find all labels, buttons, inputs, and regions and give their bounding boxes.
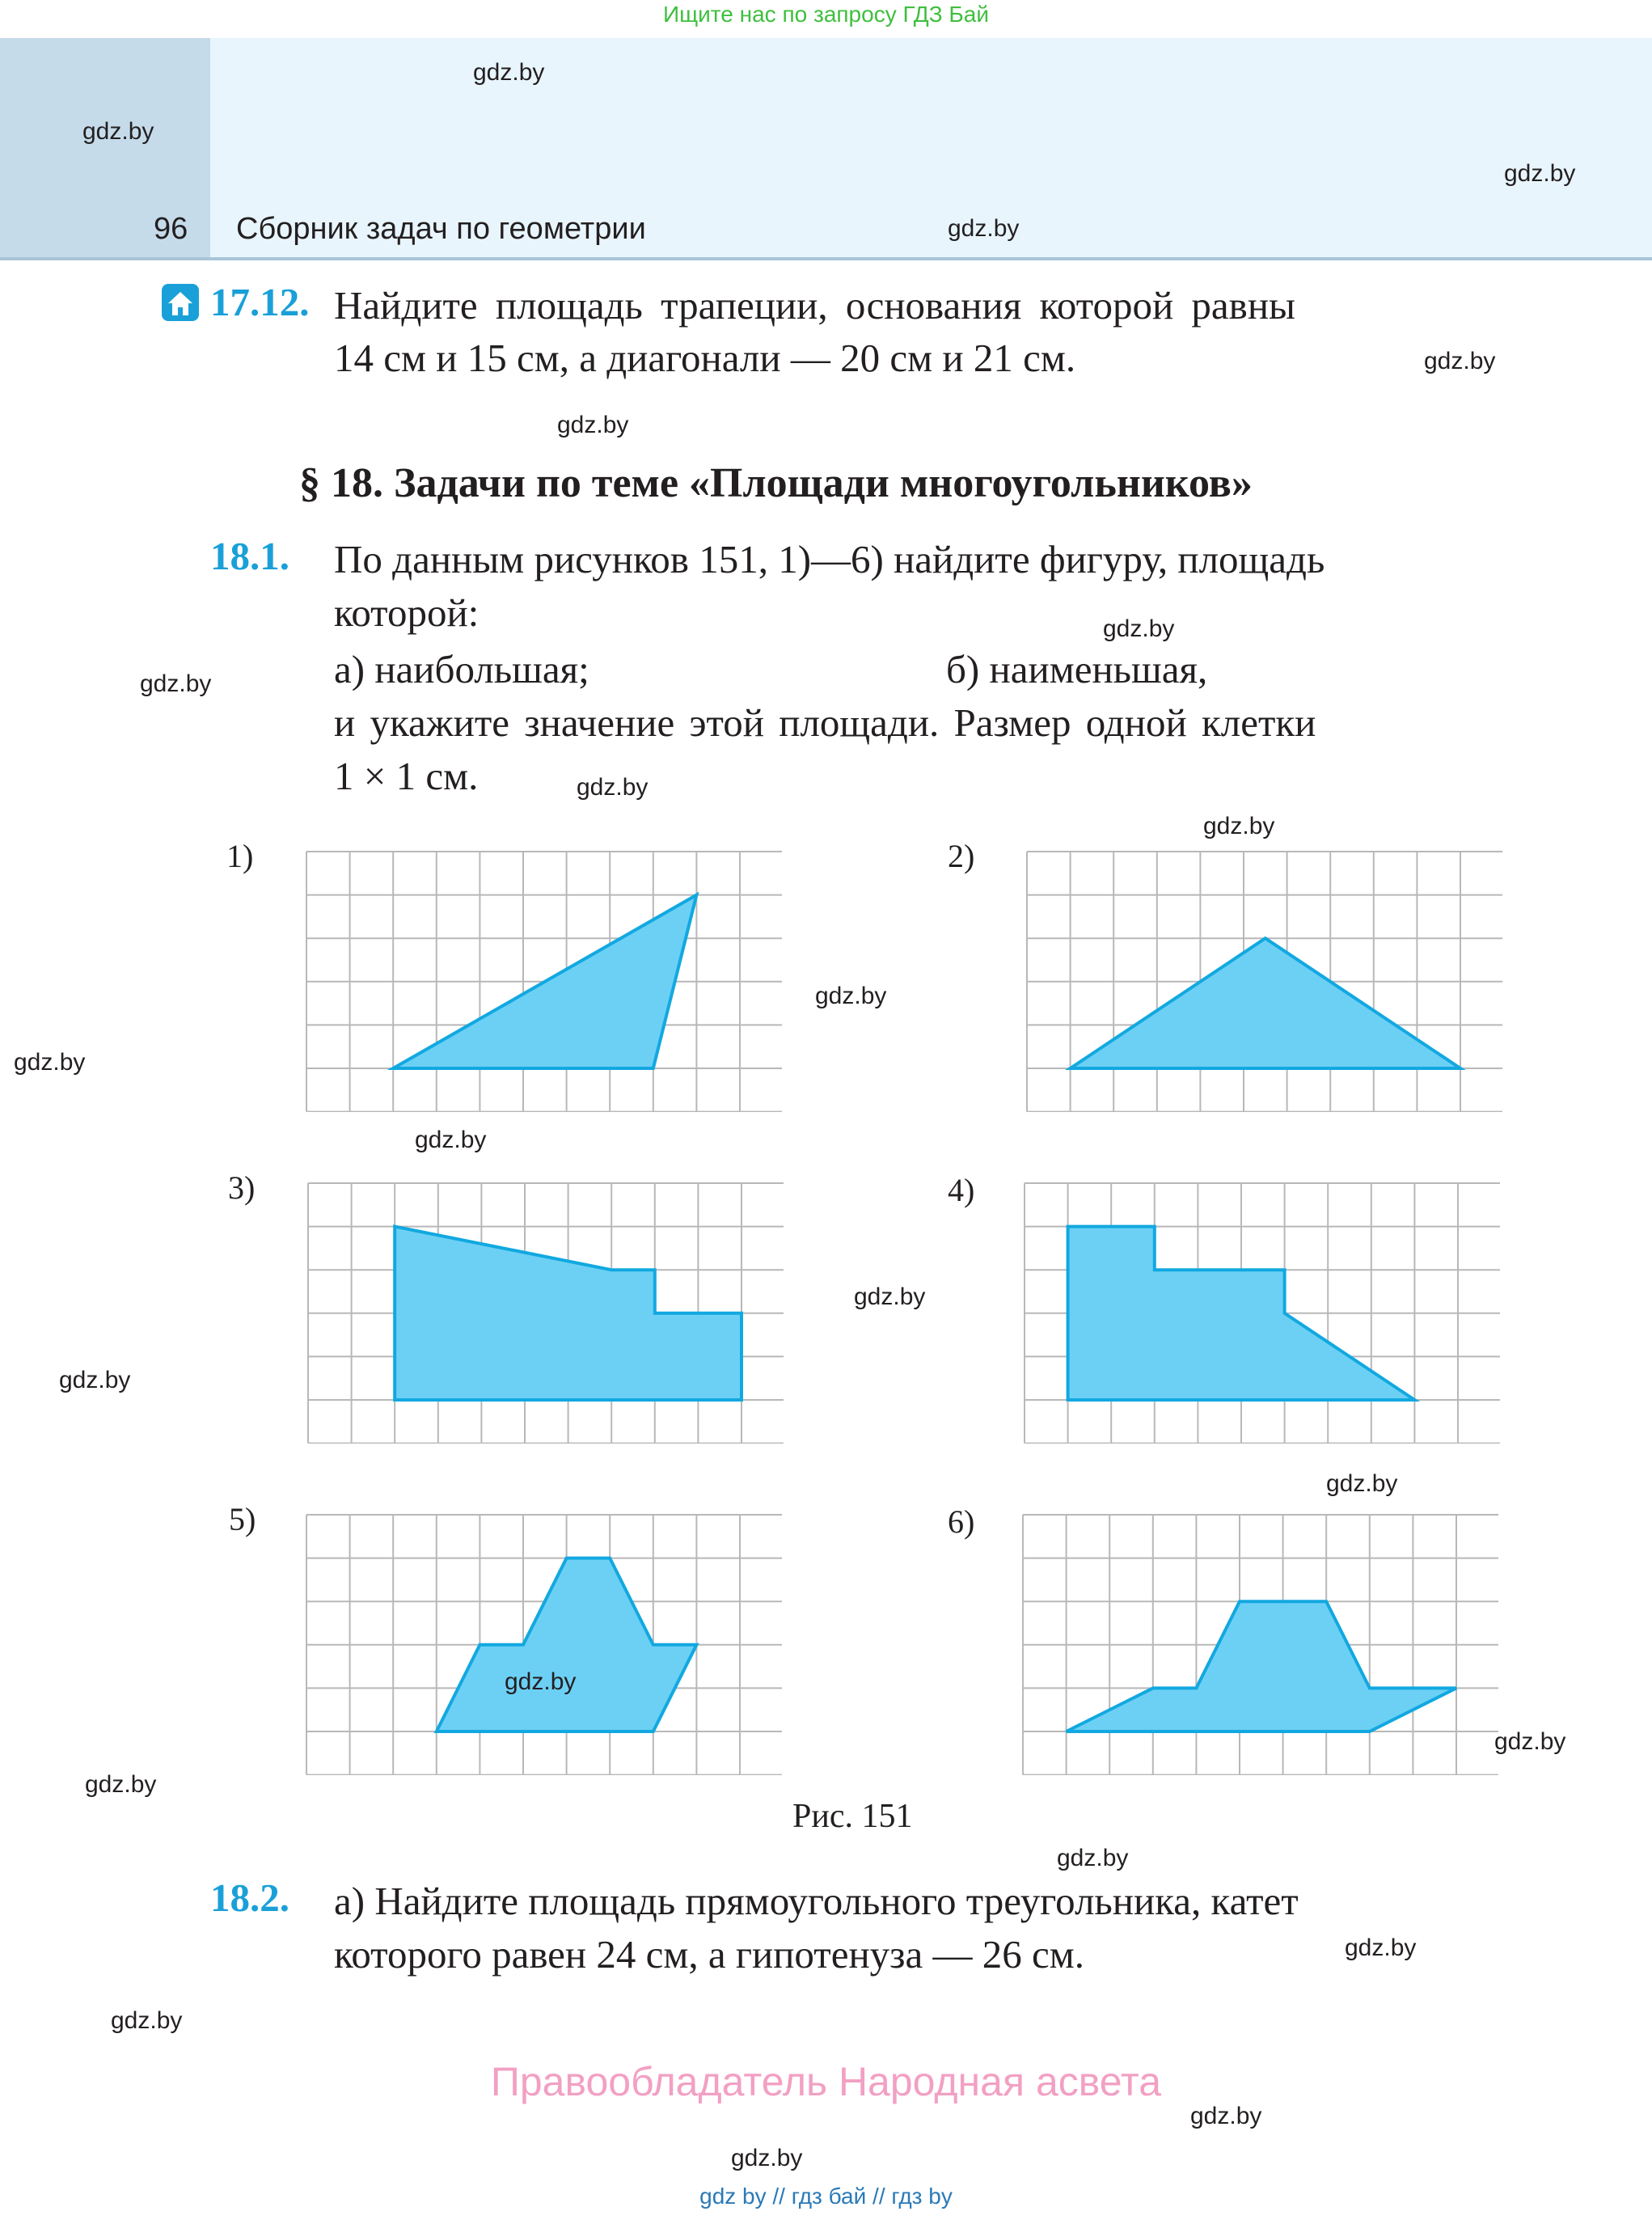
copyright-notice: Правообладатель Народная асвета bbox=[490, 2059, 1162, 2104]
figure-grid-6 bbox=[1021, 1513, 1498, 1775]
watermark: gdz.by bbox=[1326, 1470, 1398, 1497]
watermark: gdz.by bbox=[1103, 615, 1175, 642]
problem-17-12-line-1: Найдите площадь трапеции, основания которой равны bbox=[334, 283, 1295, 328]
figure-polygon-2 bbox=[1071, 938, 1460, 1068]
figure-label-5: 5) bbox=[229, 1501, 256, 1537]
watermark: gdz.by bbox=[1494, 1728, 1566, 1755]
figure-grid-1 bbox=[305, 850, 782, 1112]
figure-polygon-6 bbox=[1067, 1601, 1456, 1731]
watermark: gdz.by bbox=[557, 412, 629, 438]
header-divider bbox=[0, 257, 1652, 260]
figure-caption: Рис. 151 bbox=[792, 1798, 913, 1835]
watermark: gdz.by bbox=[854, 1283, 926, 1310]
figure-grid-3 bbox=[306, 1182, 784, 1444]
watermark: gdz.by bbox=[815, 983, 887, 1009]
watermark: gdz.by bbox=[415, 1127, 487, 1153]
watermark: gdz.by bbox=[85, 1771, 157, 1798]
figure-label-2: 2) bbox=[948, 838, 975, 874]
watermark: gdz.by bbox=[1345, 1934, 1417, 1961]
problem-18-1-line-2: которой: bbox=[334, 590, 480, 635]
watermark: gdz.by bbox=[1190, 2103, 1262, 2129]
watermark: gdz.by bbox=[59, 1367, 131, 1393]
watermark: gdz.by bbox=[1203, 813, 1275, 839]
watermark: gdz.by bbox=[473, 59, 545, 86]
page-number: 96 bbox=[154, 212, 188, 246]
problem-18-2-number: 18.2. bbox=[210, 1875, 289, 1920]
figure-label-6: 6) bbox=[948, 1503, 975, 1540]
watermark: gdz.by bbox=[14, 1049, 86, 1076]
watermark: gdz.by bbox=[577, 774, 649, 801]
problem-18-1-line-5: 1 × 1 см. bbox=[334, 754, 479, 798]
problem-18-1-number: 18.1. bbox=[210, 534, 289, 578]
watermark: gdz.by bbox=[1424, 348, 1496, 374]
home-icon bbox=[160, 282, 201, 323]
figure-grid-4 bbox=[1023, 1182, 1500, 1444]
watermark: gdz.by bbox=[1504, 160, 1576, 187]
problem-18-2-line-2: которого равен 24 см, а гипотенуза — 26 см. bbox=[334, 1932, 1085, 1977]
problem-17-12-line-2: 14 см и 15 см, а диагонали — 20 см и 21 см. bbox=[334, 336, 1076, 380]
figure-label-4: 4) bbox=[948, 1172, 975, 1208]
section-heading: § 18. Задачи по теме «Площади многоугольников» bbox=[299, 460, 1253, 506]
watermark: gdz.by bbox=[82, 118, 154, 145]
book-title: Сборник задач по геометрии bbox=[236, 212, 646, 246]
top-promo-banner: Ищите нас по запросу ГДЗ Бай bbox=[662, 2, 990, 27]
watermark: gdz.by bbox=[731, 2145, 803, 2171]
problem-18-1-option-b: б) наименьшая, bbox=[946, 647, 1208, 691]
figure-grid-2 bbox=[1025, 850, 1502, 1112]
figure-label-3: 3) bbox=[228, 1169, 256, 1206]
footer-links[interactable]: gdz by // гдз бай // гдз by bbox=[699, 2184, 953, 2209]
watermark: gdz.by bbox=[948, 215, 1020, 242]
problem-18-2-line-1: а) Найдите площадь прямоугольного треугольника, катет bbox=[334, 1879, 1299, 1923]
watermark: gdz.by bbox=[505, 1668, 577, 1695]
figure-grid-5 bbox=[305, 1513, 782, 1775]
problem-18-1-line-1: По данным рисунков 151, 1)—6) найдите фигуру, площадь bbox=[334, 537, 1325, 581]
figure-label-1: 1) bbox=[226, 838, 254, 874]
problem-17-12-number: 17.12. bbox=[210, 280, 310, 324]
problem-18-1-line-4: и укажите значение этой площади. Размер одной клетки bbox=[334, 700, 1316, 745]
watermark: gdz.by bbox=[111, 2007, 183, 2034]
watermark: gdz.by bbox=[1057, 1845, 1129, 1871]
watermark: gdz.by bbox=[140, 670, 212, 697]
problem-18-1-option-a: а) наибольшая; bbox=[334, 647, 589, 691]
